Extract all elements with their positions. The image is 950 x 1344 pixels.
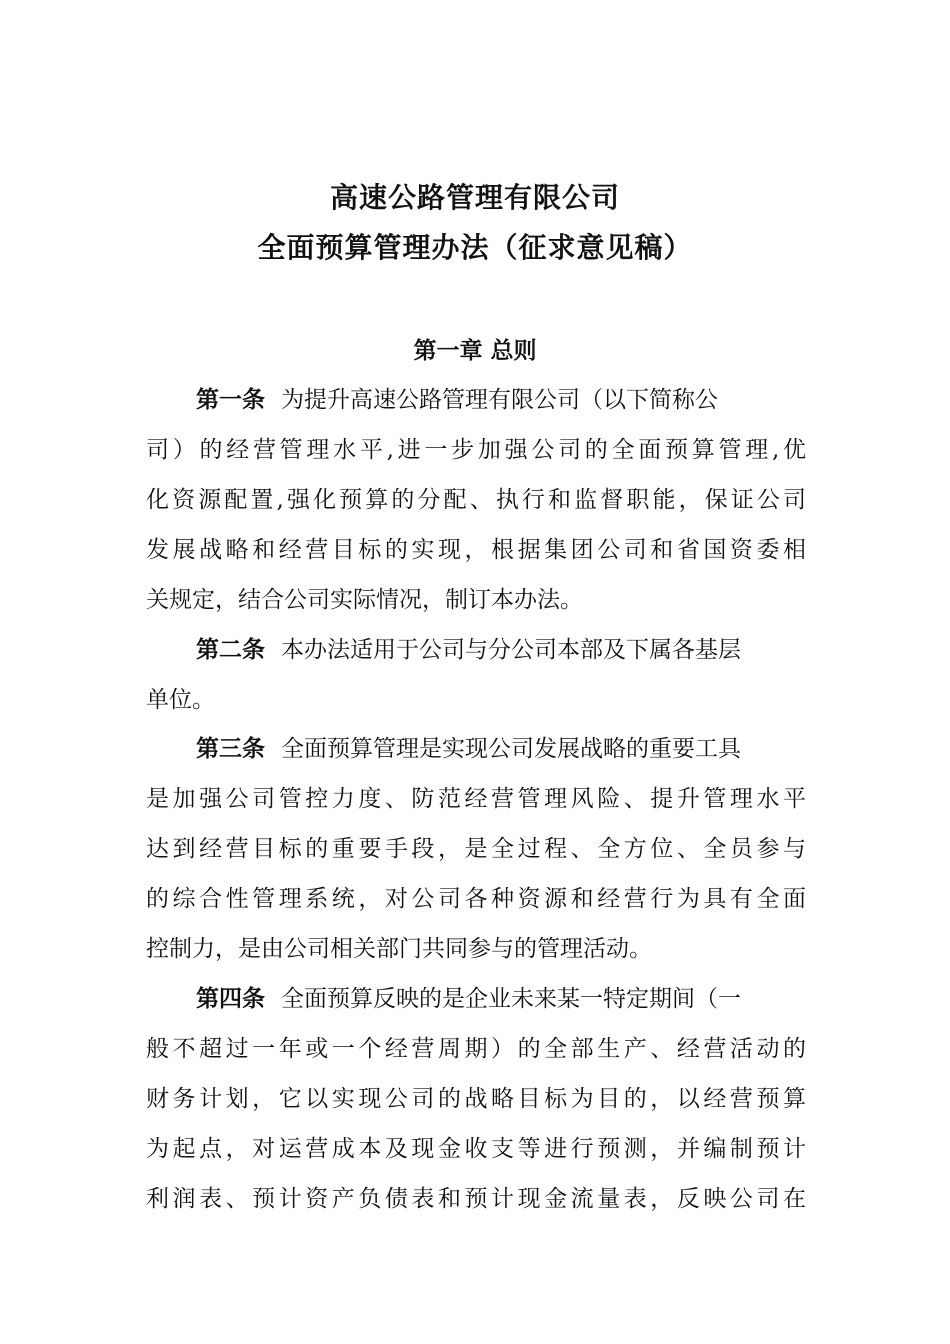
article-3-line-5: 控制力，是由公司相关部门共同参与的管理活动。 xyxy=(146,936,652,962)
document-title-line1: 高速公路管理有限公司 xyxy=(329,181,620,214)
article-2-text-1: 本办法适用于公司与分公司本部及下属各基层 xyxy=(281,637,741,663)
chapter-heading: 第一章 总则 xyxy=(413,338,537,364)
article-1-label: 第一条 xyxy=(196,387,265,413)
article-1-line-3: 化资源配置,强化预算的分配、执行和监督职能，保证公司 xyxy=(146,487,806,513)
article-4-line-3: 财务计划，它以实现公司的战略目标为目的，以经营预算 xyxy=(146,1086,806,1112)
article-1-line-2: 司）的经营管理水平,进一步加强公司的全面预算管理,优 xyxy=(146,437,806,463)
article-1-line-1 xyxy=(196,383,806,417)
article-4-text-1: 全面预算反映的是企业未来某一特定期间（一 xyxy=(281,986,741,1012)
document-title-line2: 全面预算管理办法（征求意见稿） xyxy=(257,231,693,264)
article-3-line-4: 的综合性管理系统，对公司各种资源和经营行为具有全面 xyxy=(146,886,806,912)
article-3-line-1 xyxy=(196,732,806,766)
article-3-line-3: 达到经营目标的重要手段，是全过程、全方位、全员参与 xyxy=(146,836,806,862)
article-4-line-4: 为起点，对运营成本及现金收支等进行预测，并编制预计 xyxy=(146,1136,806,1162)
article-3-label: 第三条 xyxy=(196,736,265,762)
article-4-line-1 xyxy=(196,982,806,1016)
article-4-line-2: 般不超过一年或一个经营周期）的全部生产、经营活动的 xyxy=(146,1036,806,1062)
article-2-line-1 xyxy=(196,633,806,667)
article-3-text-1: 全面预算管理是实现公司发展战略的重要工具 xyxy=(281,736,741,762)
article-1-line-4: 发展战略和经营目标的实现，根据集团公司和省国资委相 xyxy=(146,537,806,563)
article-2-label: 第二条 xyxy=(196,637,265,663)
article-2-line-2: 单位。 xyxy=(146,687,215,713)
article-3-line-2: 是加强公司管控力度、防范经营管理风险、提升管理水平 xyxy=(146,786,806,812)
article-1-line-5: 关规定，结合公司实际情况，制订本办法。 xyxy=(146,587,583,613)
article-1-text-1: 为提升高速公路管理有限公司（以下简称公 xyxy=(281,387,718,413)
article-4-line-5: 利润表、预计资产负债表和预计现金流量表，反映公司在 xyxy=(146,1186,806,1212)
article-4-label: 第四条 xyxy=(196,986,265,1012)
